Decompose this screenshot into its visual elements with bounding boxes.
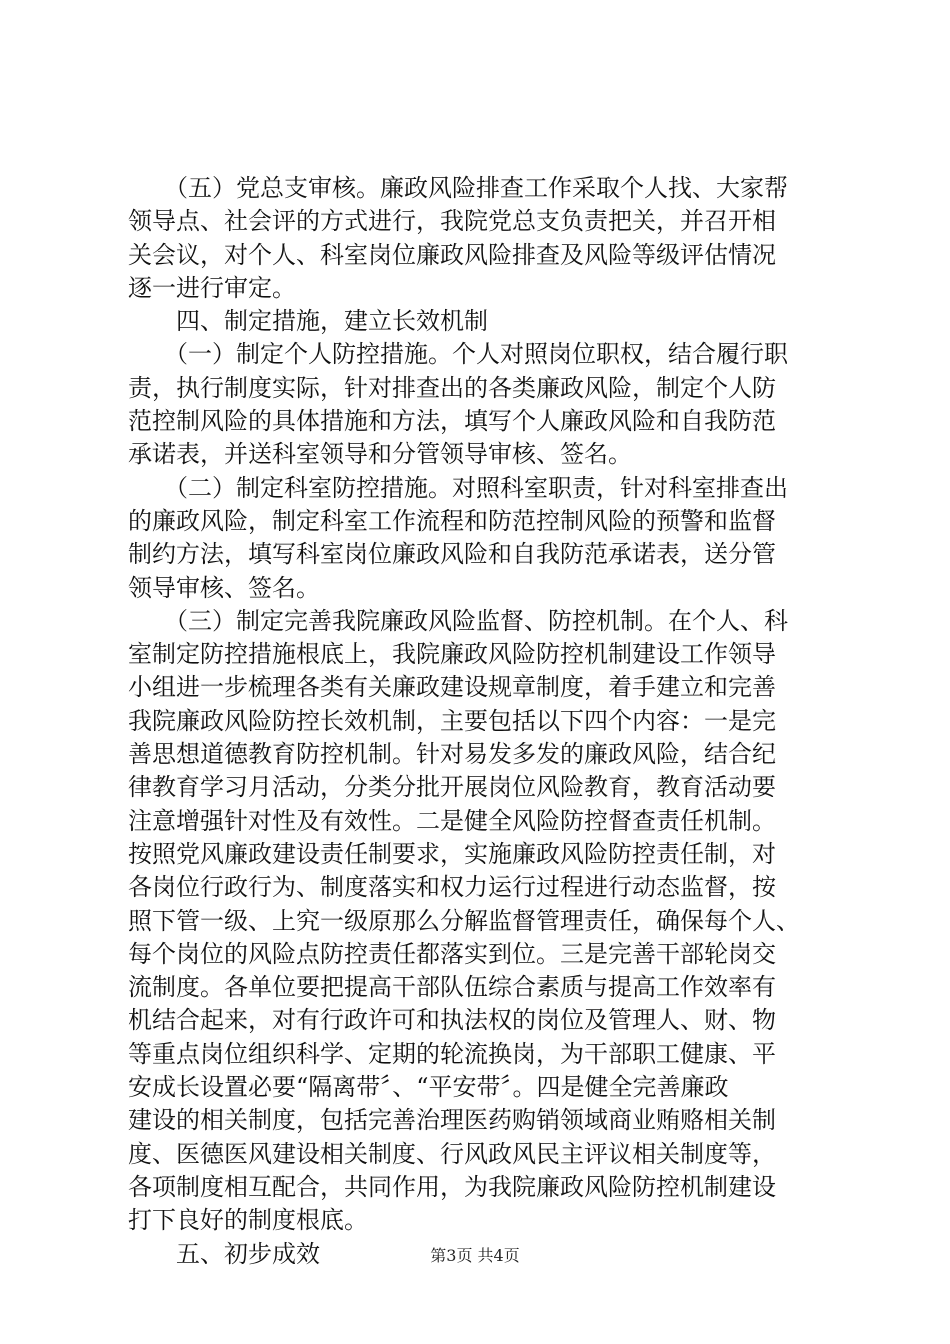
text-line: 律教育学习月活动，分类分批开展岗位风险教育，教育活动要 (128, 773, 776, 802)
text-line: 等重点岗位组织科学、定期的轮流换岗，为干部职工健康、平 (128, 1039, 776, 1068)
body-text (128, 172, 838, 1271)
text-line: 度、医德医风建设相关制度、行风政风民主评议相关制度等， (128, 1139, 776, 1168)
text-line: 制约方法，填写科室岗位廉政风险和自我防范承诺表，送分管 (128, 540, 776, 569)
text-line: 流制度。各单位要把提高干部队伍综合素质与提高工作效率有 (128, 973, 776, 1002)
text-line: 四、制定措施，建立长效机制 (128, 307, 488, 336)
text-line: 领导审核、签名。 (128, 573, 320, 602)
text-line: 关会议，对个人、科室岗位廉政风险排查及风险等级评估情况 (128, 240, 776, 269)
text-line: 机结合起来，对有行政许可和执法权的岗位及管理人、财、物 (128, 1006, 776, 1035)
text-line: 照下管一级、上究一级原那么分解监督管理责任，确保每个人、 (128, 906, 800, 935)
text-line: 每个岗位的风险点防控责任都落实到位。三是完善干部轮岗交 (128, 939, 776, 968)
text-line: （三）制定完善我院廉政风险监督、防控机制。在个人、科 (128, 606, 788, 635)
text-line: 的廉政风险，制定科室工作流程和防范控制风险的预警和监督 (128, 506, 776, 535)
text-line: 承诺表，并送科室领导和分管领导审核、签名。 (128, 440, 632, 469)
text-line: 领导点、社会评的方式进行，我院党总支负责把关，并召开相 (128, 207, 776, 236)
text-line: 责，执行制度实际，针对排查出的各类廉政风险，制定个人防 (128, 373, 776, 402)
text-line: 善思想道德教育防控机制。针对易发多发的廉政风险，结合纪 (128, 740, 776, 769)
text-line: 我院廉政风险防控长效机制，主要包括以下四个内容：一是完 (128, 706, 776, 735)
text-line: 注意增强针对性及有效性。二是健全风险防控督查责任机制。 (128, 806, 776, 835)
text-line: 各岗位行政行为、制度落实和权力运行过程进行动态监督，按 (128, 873, 776, 902)
text-line: 范控制风险的具体措施和方法，填写个人廉政风险和自我防范 (128, 407, 776, 436)
text-line: 安成长设置必要“隔离带〞、“平安带〞。四是健全完善廉政 (128, 1073, 729, 1102)
text-line: （二）制定科室防控措施。对照科室职责，针对科室排查出 (128, 473, 788, 502)
text-line: 建设的相关制度，包括完善治理医药购销领域商业贿赂相关制 (128, 1106, 776, 1135)
page-footer: 第3页 共4页 (430, 1246, 520, 1265)
text-line: （五）党总支审核。廉政风险排查工作采取个人找、大家帮 (128, 174, 788, 202)
text-line: 打下良好的制度根底。 (128, 1206, 368, 1235)
text-line: 按照党风廉政建设责任制要求，实施廉政风险防控责任制，对 (128, 839, 776, 868)
text-line: 五、初步成效 (128, 1239, 320, 1268)
text-line: 逐一进行审定。 (128, 273, 296, 302)
text-line: 室制定防控措施根底上，我院廉政风险防控机制建设工作领导 (128, 640, 776, 669)
text-line: （一）制定个人防控措施。个人对照岗位职权，结合履行职 (128, 340, 788, 369)
text-line: 各项制度相互配合，共同作用，为我院廉政风险防控机制建设 (128, 1172, 776, 1201)
text-line: 小组进一步梳理各类有关廉政建设规章制度，着手建立和完善 (128, 673, 776, 702)
